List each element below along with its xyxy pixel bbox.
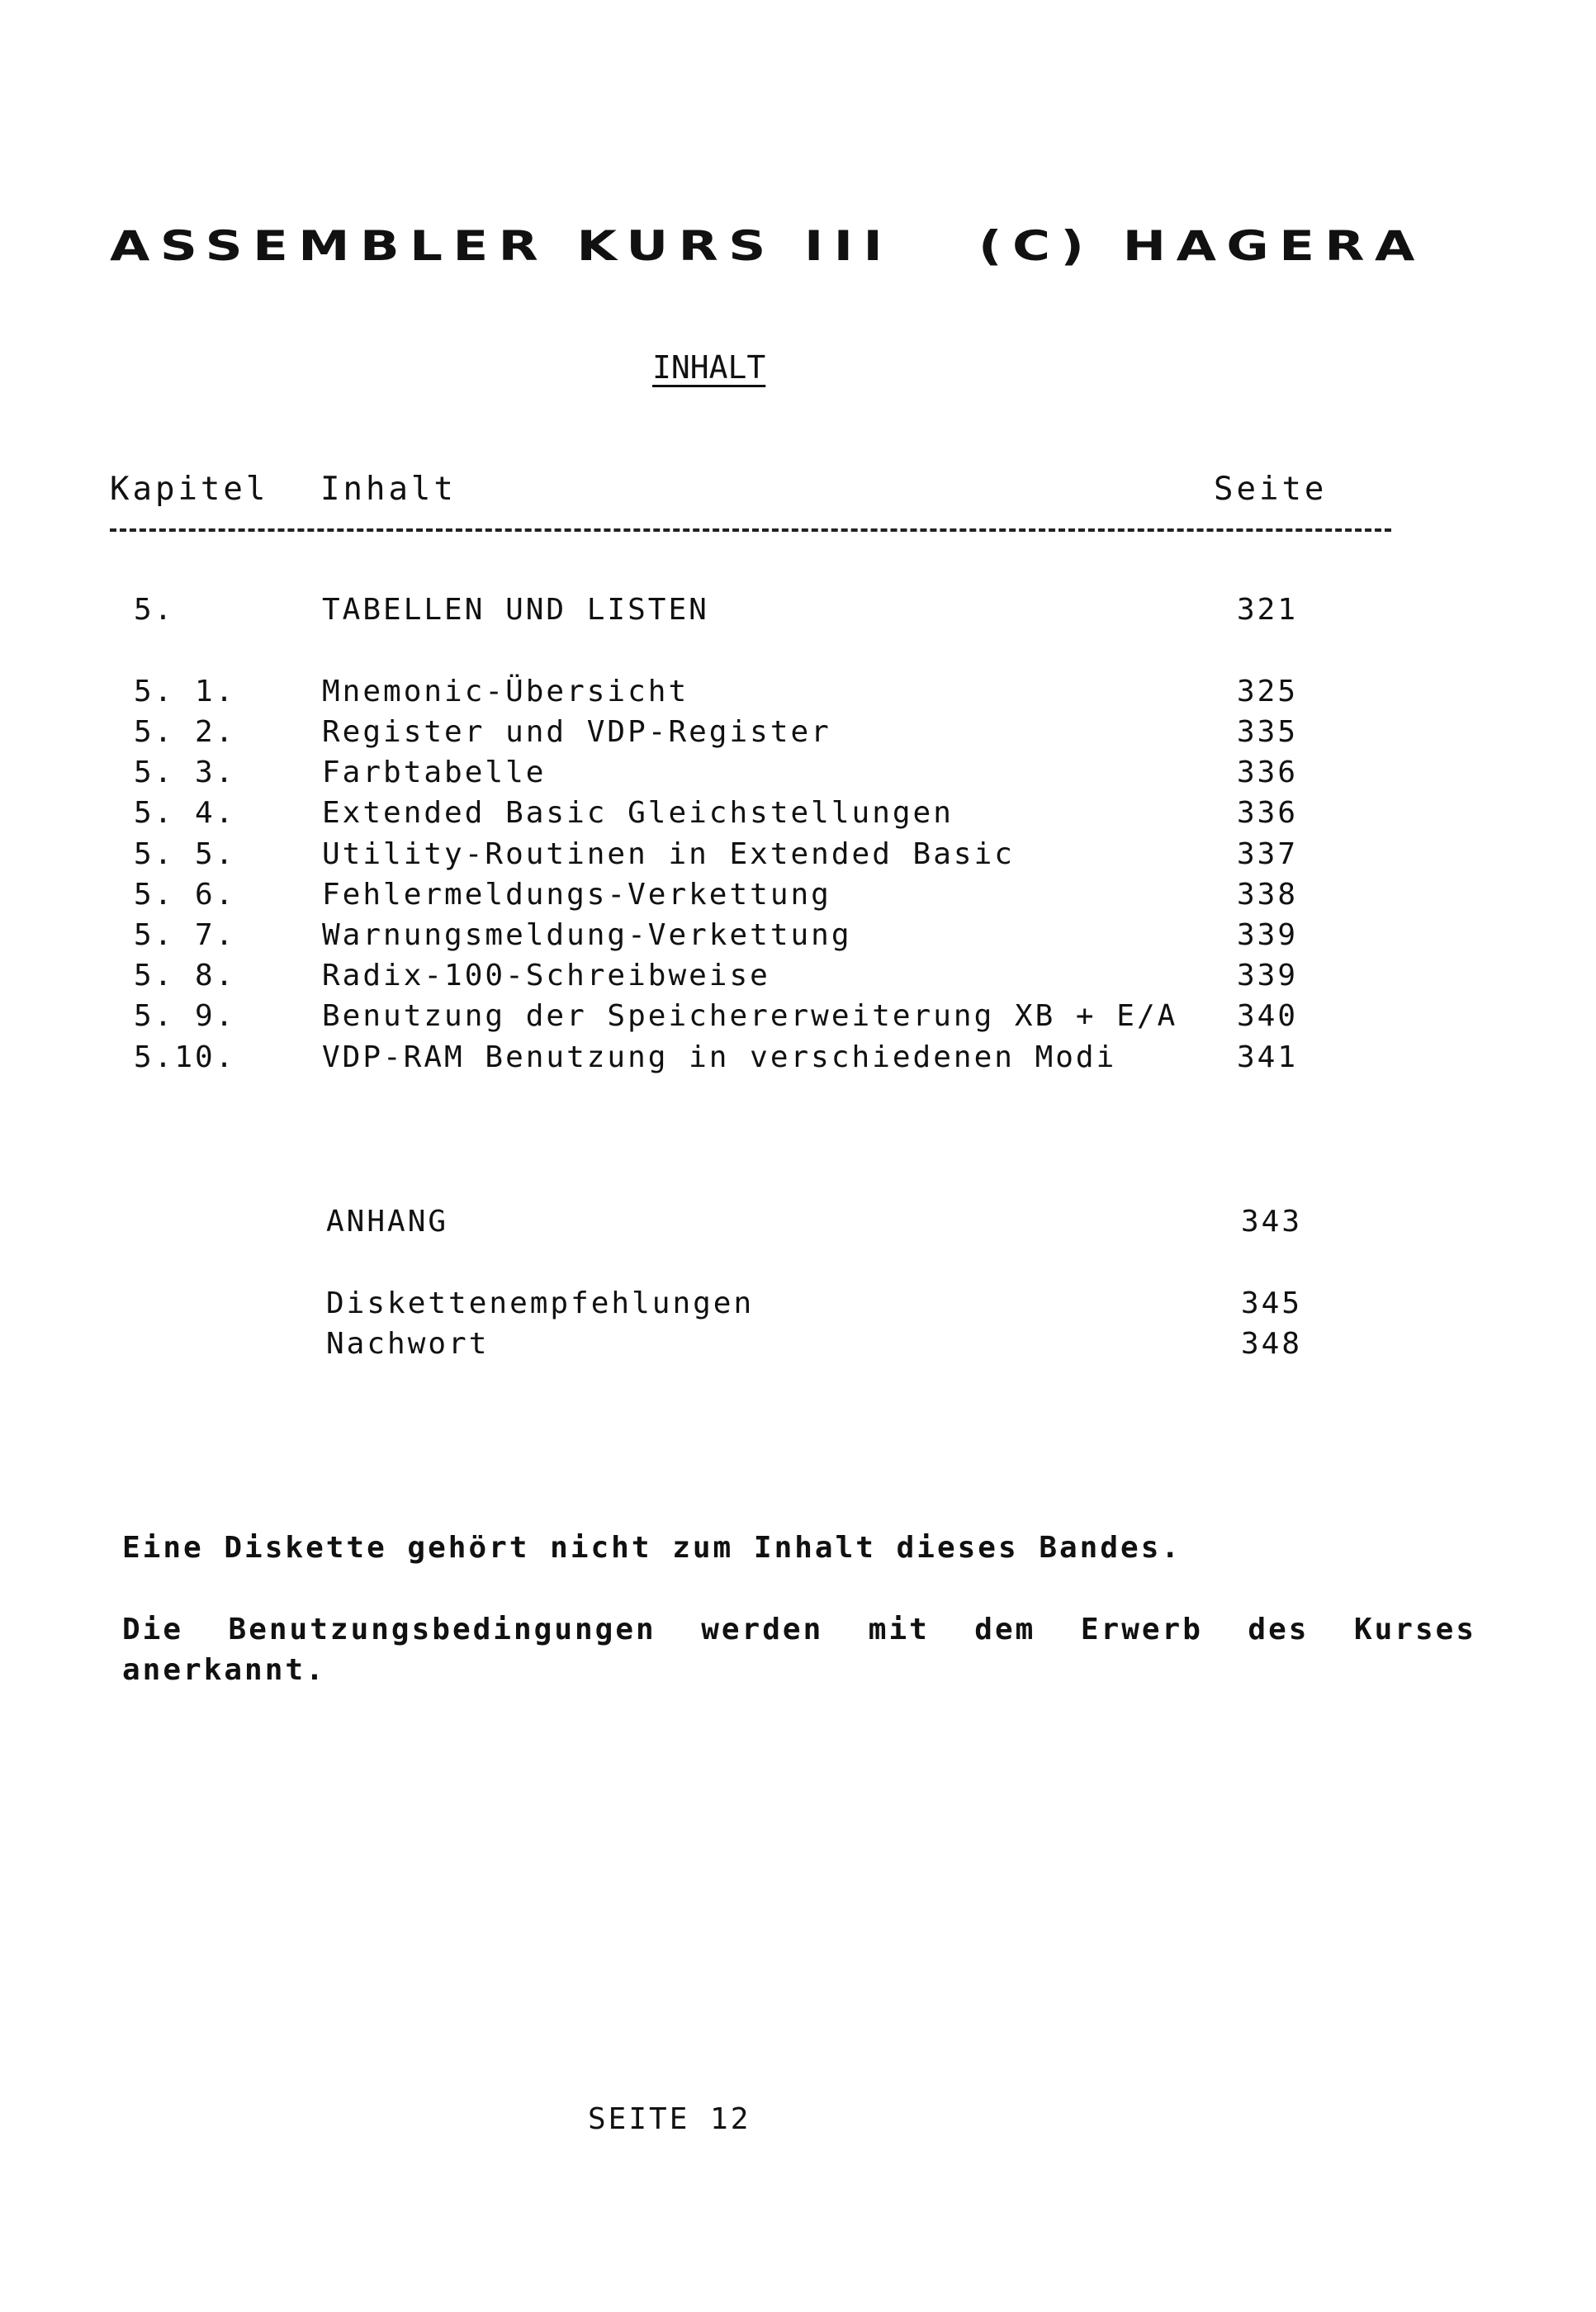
column-header-chapter: Kapitel bbox=[110, 471, 269, 508]
toc-page: 325 bbox=[1237, 675, 1299, 708]
toc-page: 338 bbox=[1237, 878, 1299, 912]
column-header-content: Inhalt bbox=[320, 471, 457, 508]
toc-title: Utility-Routinen in Extended Basic bbox=[322, 837, 1015, 871]
disk-note: Eine Diskette gehört nicht zum Inhalt dieses Bandes. bbox=[122, 1531, 1182, 1565]
toc-number: 5. bbox=[134, 593, 175, 627]
toc-number: 5. 6. bbox=[134, 878, 236, 912]
toc-title: TABELLEN UND LISTEN bbox=[322, 593, 709, 627]
toc-page: 336 bbox=[1237, 756, 1299, 789]
toc-row bbox=[0, 671, 1596, 713]
toc-row bbox=[0, 915, 1596, 956]
terms-note-line2: anerkannt. bbox=[122, 1653, 326, 1687]
toc-row bbox=[0, 955, 1596, 997]
appendix-row bbox=[0, 1324, 1596, 1365]
toc-title: Fehlermeldungs-Verkettung bbox=[322, 878, 831, 912]
toc-page: 336 bbox=[1237, 796, 1299, 830]
toc-title: Register und VDP-Register bbox=[322, 715, 831, 749]
appendix-title: Nachwort bbox=[326, 1327, 490, 1361]
toc-page: 340 bbox=[1237, 999, 1299, 1033]
toc-number: 5. 4. bbox=[134, 796, 236, 830]
appendix-page: 348 bbox=[1241, 1327, 1303, 1361]
toc-number: 5. 3. bbox=[134, 756, 236, 789]
toc-title: Extended Basic Gleichstellungen bbox=[322, 796, 954, 830]
toc-page: 335 bbox=[1237, 715, 1299, 749]
appendix-page: 345 bbox=[1241, 1286, 1303, 1320]
toc-title: Mnemonic-Übersicht bbox=[322, 675, 689, 708]
appendix-row bbox=[0, 1201, 1596, 1243]
toc-title: VDP-RAM Benutzung in verschiedenen Modi bbox=[322, 1040, 1117, 1074]
appendix-title: Diskettenempfehlungen bbox=[326, 1286, 755, 1320]
toc-row bbox=[0, 834, 1596, 875]
toc-page: 339 bbox=[1237, 918, 1299, 952]
section-heading: INHALT bbox=[652, 349, 766, 386]
header-divider bbox=[110, 528, 1391, 532]
page-number: SEITE 12 bbox=[588, 2102, 751, 2136]
toc-number: 5. 1. bbox=[134, 675, 236, 708]
toc-number: 5.10. bbox=[134, 1040, 236, 1074]
toc-row bbox=[0, 1037, 1596, 1078]
column-header-page: Seite bbox=[1214, 471, 1328, 508]
toc-number: 5. 7. bbox=[134, 918, 236, 952]
toc-number: 5. 9. bbox=[134, 999, 236, 1033]
document-title: ASSEMBLER KURS III bbox=[110, 222, 893, 270]
appendix-page: 343 bbox=[1241, 1205, 1303, 1239]
toc-title: Radix-100-Schreibweise bbox=[322, 959, 770, 993]
toc-number: 5. 2. bbox=[134, 715, 236, 749]
toc-number: 5. 5. bbox=[134, 837, 236, 871]
toc-title: Warnungsmeldung-Verkettung bbox=[322, 918, 852, 952]
toc-row bbox=[0, 996, 1596, 1037]
copyright-notice: (C) HAGERA bbox=[978, 222, 1425, 270]
toc-row bbox=[0, 874, 1596, 916]
toc-page: 337 bbox=[1237, 837, 1299, 871]
toc-number: 5. 8. bbox=[134, 959, 236, 993]
toc-title: Farbtabelle bbox=[322, 756, 547, 789]
toc-row bbox=[0, 590, 1596, 631]
appendix-row bbox=[0, 1283, 1596, 1324]
toc-page: 321 bbox=[1237, 593, 1299, 627]
toc-page: 341 bbox=[1237, 1040, 1299, 1074]
toc-row bbox=[0, 793, 1596, 834]
toc-title: Benutzung der Speichererweiterung XB + E/A bbox=[322, 999, 1178, 1033]
toc-row bbox=[0, 752, 1596, 794]
toc-row bbox=[0, 712, 1596, 753]
terms-note-line1: Die Benutzungsbedingungen werden mit dem Erwerb des Kurses bbox=[122, 1613, 1476, 1646]
appendix-title: ANHANG bbox=[326, 1205, 449, 1239]
toc-page: 339 bbox=[1237, 959, 1299, 993]
